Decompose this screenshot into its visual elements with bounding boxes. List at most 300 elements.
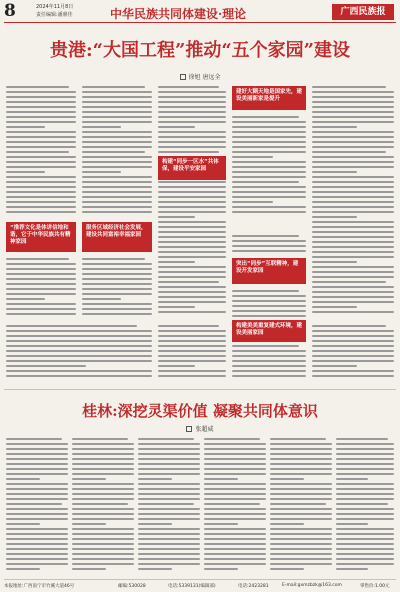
text-line xyxy=(270,463,332,465)
text-line xyxy=(336,533,394,535)
text-line xyxy=(312,131,394,133)
text-line xyxy=(138,533,200,535)
text-line xyxy=(158,126,195,128)
text-line xyxy=(232,176,306,178)
text-line xyxy=(232,240,306,242)
text-line xyxy=(204,553,266,555)
text-line xyxy=(232,171,306,173)
text-line xyxy=(6,116,76,118)
footer-price: 零售价:1.00元 xyxy=(360,584,390,589)
text-line xyxy=(6,478,40,480)
text-line xyxy=(312,211,394,213)
text-line xyxy=(72,503,128,505)
text-line xyxy=(312,281,386,283)
text-line xyxy=(270,543,332,545)
text-line xyxy=(158,355,226,357)
text-line xyxy=(6,438,62,440)
text-line xyxy=(336,508,394,510)
text-line xyxy=(6,543,68,545)
section-title: 中华民族共同体建设·理论 xyxy=(110,7,247,21)
text-line xyxy=(72,563,134,565)
text-line xyxy=(336,543,394,545)
text-line xyxy=(312,136,394,138)
text-line xyxy=(158,286,226,288)
text-line xyxy=(204,443,266,445)
text-line xyxy=(72,483,134,485)
article1-col-6b xyxy=(158,325,226,383)
text-line xyxy=(204,468,266,470)
text-line xyxy=(232,295,306,297)
text-line xyxy=(72,473,134,475)
text-line xyxy=(6,548,68,550)
text-line xyxy=(312,156,394,158)
text-line xyxy=(270,488,332,490)
text-line xyxy=(204,518,266,520)
text-line xyxy=(270,508,332,510)
text-line xyxy=(138,438,194,440)
text-line xyxy=(232,360,306,362)
text-line xyxy=(138,493,200,495)
text-line xyxy=(82,258,145,260)
text-line xyxy=(336,448,394,450)
text-line xyxy=(232,126,306,128)
text-line xyxy=(72,538,134,540)
text-line xyxy=(312,221,394,223)
text-line xyxy=(6,201,76,203)
text-line xyxy=(336,498,394,500)
text-line xyxy=(270,443,332,445)
text-line xyxy=(138,473,200,475)
text-line xyxy=(6,493,68,495)
text-line xyxy=(158,311,226,313)
text-line xyxy=(82,96,152,98)
text-line xyxy=(138,528,200,530)
text-line xyxy=(6,206,76,208)
text-line xyxy=(312,261,357,263)
text-line xyxy=(312,126,357,128)
text-line xyxy=(312,276,394,278)
text-line xyxy=(6,463,68,465)
text-line xyxy=(232,350,306,352)
text-line xyxy=(6,196,76,198)
text-line xyxy=(82,136,152,138)
text-line xyxy=(82,186,152,188)
article2-col-6 xyxy=(336,438,394,576)
text-line xyxy=(138,458,200,460)
text-line xyxy=(6,293,76,295)
text-line xyxy=(232,305,306,307)
text-line xyxy=(204,538,266,540)
text-line xyxy=(6,86,69,88)
page-footer xyxy=(0,580,400,592)
text-line xyxy=(312,291,394,293)
article2-col-3 xyxy=(138,438,200,576)
text-line xyxy=(6,330,152,332)
text-line xyxy=(158,350,226,352)
text-line xyxy=(72,568,106,570)
text-line xyxy=(158,146,226,148)
article1-col-2 xyxy=(82,86,152,216)
article1-col-4 xyxy=(232,116,306,216)
text-line xyxy=(312,231,394,233)
text-line xyxy=(336,488,394,490)
text-line xyxy=(312,335,394,337)
text-line xyxy=(336,453,394,455)
text-line xyxy=(82,146,152,148)
text-line xyxy=(336,473,394,475)
article1-headline: 贵港:“大国工程”推动“五个家园”建设 xyxy=(49,40,351,61)
text-line xyxy=(158,335,226,337)
text-line xyxy=(312,161,394,163)
text-line xyxy=(82,181,152,183)
text-line xyxy=(270,498,332,500)
text-line xyxy=(6,166,76,168)
text-line xyxy=(82,273,152,275)
text-line xyxy=(138,453,200,455)
subhead-callout-4: 构建“同步一区水”共体保，建设平安家园 xyxy=(158,156,226,180)
text-line xyxy=(158,121,226,123)
text-line xyxy=(6,151,69,153)
text-line xyxy=(270,468,332,470)
text-line xyxy=(6,498,68,500)
subhead-callout-6: 构建美美重复建式环境，建设美丽家园 xyxy=(232,320,306,342)
footer-postcode: 邮编:530028 xyxy=(118,584,146,589)
text-line xyxy=(158,221,226,223)
text-line xyxy=(270,453,332,455)
text-line xyxy=(232,156,273,158)
text-line xyxy=(232,355,306,357)
text-line xyxy=(138,478,172,480)
text-line xyxy=(158,296,226,298)
text-line xyxy=(312,246,394,248)
text-line xyxy=(312,101,394,103)
article1-col-4b xyxy=(232,235,306,255)
text-line xyxy=(6,468,68,470)
editor-line: 责任编辑:潘鼎佳 xyxy=(36,12,73,18)
text-line xyxy=(138,488,200,490)
text-line xyxy=(6,161,76,163)
text-line xyxy=(204,568,238,570)
text-line xyxy=(158,216,195,218)
text-line xyxy=(336,568,368,570)
text-line xyxy=(158,236,226,238)
text-line xyxy=(6,101,76,103)
article2-col-4 xyxy=(204,438,266,576)
text-line xyxy=(158,266,226,268)
text-line xyxy=(6,355,152,357)
text-line xyxy=(138,518,200,520)
text-line xyxy=(232,146,306,148)
text-line xyxy=(158,116,226,118)
text-line xyxy=(312,340,394,342)
text-line xyxy=(72,448,134,450)
article1-col-4c xyxy=(232,290,306,318)
text-line xyxy=(312,345,394,347)
article2-col-1 xyxy=(6,438,68,576)
text-line xyxy=(82,116,152,118)
text-line xyxy=(312,91,394,93)
text-line xyxy=(270,548,332,550)
text-line xyxy=(138,503,194,505)
article1-col-1 xyxy=(6,86,76,216)
text-line xyxy=(270,518,332,520)
text-line xyxy=(6,553,68,555)
text-line xyxy=(312,236,394,238)
text-line xyxy=(336,438,388,440)
text-line xyxy=(72,543,134,545)
text-line xyxy=(232,131,306,133)
text-line xyxy=(204,448,266,450)
text-line xyxy=(6,458,68,460)
text-line xyxy=(6,538,68,540)
text-line xyxy=(204,543,266,545)
text-line xyxy=(6,365,86,367)
text-line xyxy=(138,468,200,470)
text-line xyxy=(6,211,76,213)
text-line xyxy=(232,290,299,292)
text-line xyxy=(138,538,200,540)
text-line xyxy=(6,136,76,138)
article2-byline-text: 张超威 xyxy=(195,426,214,433)
text-line xyxy=(336,483,394,485)
text-line xyxy=(6,171,45,173)
text-line xyxy=(82,201,152,203)
text-line xyxy=(312,146,394,148)
text-line xyxy=(72,508,134,510)
text-line xyxy=(204,558,266,560)
text-line xyxy=(6,146,76,148)
text-line xyxy=(336,563,394,565)
text-line xyxy=(204,488,266,490)
text-line xyxy=(6,273,76,275)
text-line xyxy=(336,513,394,515)
text-line xyxy=(72,463,134,465)
text-line xyxy=(6,308,76,310)
text-line xyxy=(232,245,306,247)
text-line xyxy=(158,330,226,332)
text-line xyxy=(82,131,152,133)
text-line xyxy=(72,553,134,555)
text-line xyxy=(270,513,332,515)
text-line xyxy=(270,538,332,540)
text-line xyxy=(270,553,332,555)
text-line xyxy=(204,508,266,510)
text-line xyxy=(6,121,76,123)
text-line xyxy=(312,375,394,377)
text-line xyxy=(82,288,152,290)
text-line xyxy=(6,443,68,445)
text-line xyxy=(232,196,306,198)
text-line xyxy=(232,121,306,123)
text-line xyxy=(270,558,332,560)
text-line xyxy=(336,458,394,460)
page-header xyxy=(0,0,400,22)
article2-col-5 xyxy=(270,438,332,576)
text-line xyxy=(158,271,226,273)
text-line xyxy=(204,493,266,495)
text-line xyxy=(336,528,394,530)
text-line xyxy=(312,206,394,208)
text-line xyxy=(204,533,266,535)
text-line xyxy=(158,276,226,278)
article1-byline xyxy=(0,72,400,81)
issue-date: 2024年11月8日 xyxy=(36,4,74,10)
text-line xyxy=(204,478,238,480)
text-line xyxy=(232,375,306,377)
text-line xyxy=(82,101,152,103)
text-line xyxy=(138,553,200,555)
text-line xyxy=(72,478,106,480)
text-line xyxy=(82,211,152,213)
text-line xyxy=(158,206,226,208)
text-line xyxy=(6,278,76,280)
text-line xyxy=(138,443,200,445)
text-line xyxy=(270,568,304,570)
text-line xyxy=(312,171,357,173)
text-line xyxy=(336,468,394,470)
text-line xyxy=(158,201,226,203)
text-line xyxy=(6,488,68,490)
byline-icon xyxy=(180,74,186,80)
text-line xyxy=(6,126,45,128)
text-line xyxy=(336,558,394,560)
text-line xyxy=(270,493,332,495)
text-line xyxy=(72,518,134,520)
text-line xyxy=(312,241,394,243)
text-line xyxy=(6,533,68,535)
text-line xyxy=(6,473,68,475)
text-line xyxy=(158,281,219,283)
text-line xyxy=(6,483,68,485)
text-line xyxy=(312,355,394,357)
text-line xyxy=(72,523,106,525)
text-line xyxy=(158,340,226,342)
article1-col-2b xyxy=(82,258,152,318)
footer-address: 本报地址:广西南宁市竹溪大道46号 xyxy=(4,584,75,589)
text-line xyxy=(82,191,152,193)
text-line xyxy=(336,503,388,505)
text-line xyxy=(138,483,200,485)
text-line xyxy=(138,568,172,570)
text-line xyxy=(312,111,394,113)
text-line xyxy=(312,196,394,198)
text-line xyxy=(158,261,195,263)
text-line xyxy=(312,116,394,118)
text-line xyxy=(6,313,76,315)
text-line xyxy=(6,448,68,450)
text-line xyxy=(204,548,266,550)
text-line xyxy=(72,548,134,550)
text-line xyxy=(158,306,195,308)
subhead-callout-3: 服务区域经济社会发展，建设共同富裕幸福家园 xyxy=(82,222,152,252)
text-line xyxy=(82,196,152,198)
footer-phone-1: 电话:5339131(编辑部) xyxy=(168,584,216,589)
text-line xyxy=(158,181,226,183)
text-line xyxy=(82,298,121,300)
text-line xyxy=(82,156,152,158)
text-line xyxy=(158,101,226,103)
text-line xyxy=(204,503,260,505)
text-line xyxy=(6,258,69,260)
text-line xyxy=(138,558,200,560)
text-line xyxy=(270,523,304,525)
text-line xyxy=(158,360,226,362)
text-line xyxy=(204,498,266,500)
text-line xyxy=(82,121,152,123)
text-line xyxy=(232,250,306,252)
text-line xyxy=(6,345,152,347)
text-line xyxy=(82,141,152,143)
text-line xyxy=(312,311,394,313)
article1-col-5 xyxy=(312,86,394,318)
text-line xyxy=(312,106,394,108)
text-line xyxy=(204,473,266,475)
text-line xyxy=(82,91,152,93)
text-line xyxy=(6,503,62,505)
text-line xyxy=(138,563,200,565)
text-line xyxy=(158,211,226,213)
byline-icon xyxy=(186,426,192,432)
text-line xyxy=(232,191,306,193)
text-line xyxy=(232,161,306,163)
text-line xyxy=(232,151,306,153)
text-line xyxy=(72,498,134,500)
text-line xyxy=(204,513,266,515)
text-line xyxy=(312,166,394,168)
text-line xyxy=(270,478,304,480)
text-line xyxy=(72,533,134,535)
text-line xyxy=(158,141,226,143)
text-line xyxy=(232,206,306,208)
text-line xyxy=(336,538,394,540)
text-line xyxy=(82,126,121,128)
text-line xyxy=(6,335,152,337)
text-line xyxy=(138,498,200,500)
text-line xyxy=(312,306,357,308)
text-line xyxy=(6,181,76,183)
text-line xyxy=(138,548,200,550)
text-line xyxy=(6,156,76,158)
text-line xyxy=(6,508,68,510)
text-line xyxy=(82,166,152,168)
text-line xyxy=(6,558,68,560)
text-line xyxy=(204,458,266,460)
text-line xyxy=(312,176,394,178)
text-line xyxy=(6,111,76,113)
text-line xyxy=(158,91,226,93)
text-line xyxy=(232,141,306,143)
text-line xyxy=(232,300,306,302)
text-line xyxy=(204,483,266,485)
text-line xyxy=(270,438,326,440)
text-line xyxy=(232,365,306,367)
text-line xyxy=(82,151,145,153)
article1-col-3 xyxy=(158,86,226,318)
text-line xyxy=(158,231,226,233)
text-line xyxy=(138,463,200,465)
text-line xyxy=(312,201,394,203)
text-line xyxy=(158,191,226,193)
footer-phone-2: 电话:2423281 xyxy=(238,584,269,589)
text-line xyxy=(82,161,152,163)
text-line xyxy=(312,151,386,153)
text-line xyxy=(204,528,266,530)
text-line xyxy=(158,151,219,153)
text-line xyxy=(82,111,152,113)
text-line xyxy=(312,256,394,258)
text-line xyxy=(158,106,226,108)
article2-headline: 桂林:深挖灵渠价值 凝聚共同体意识 xyxy=(82,402,318,420)
